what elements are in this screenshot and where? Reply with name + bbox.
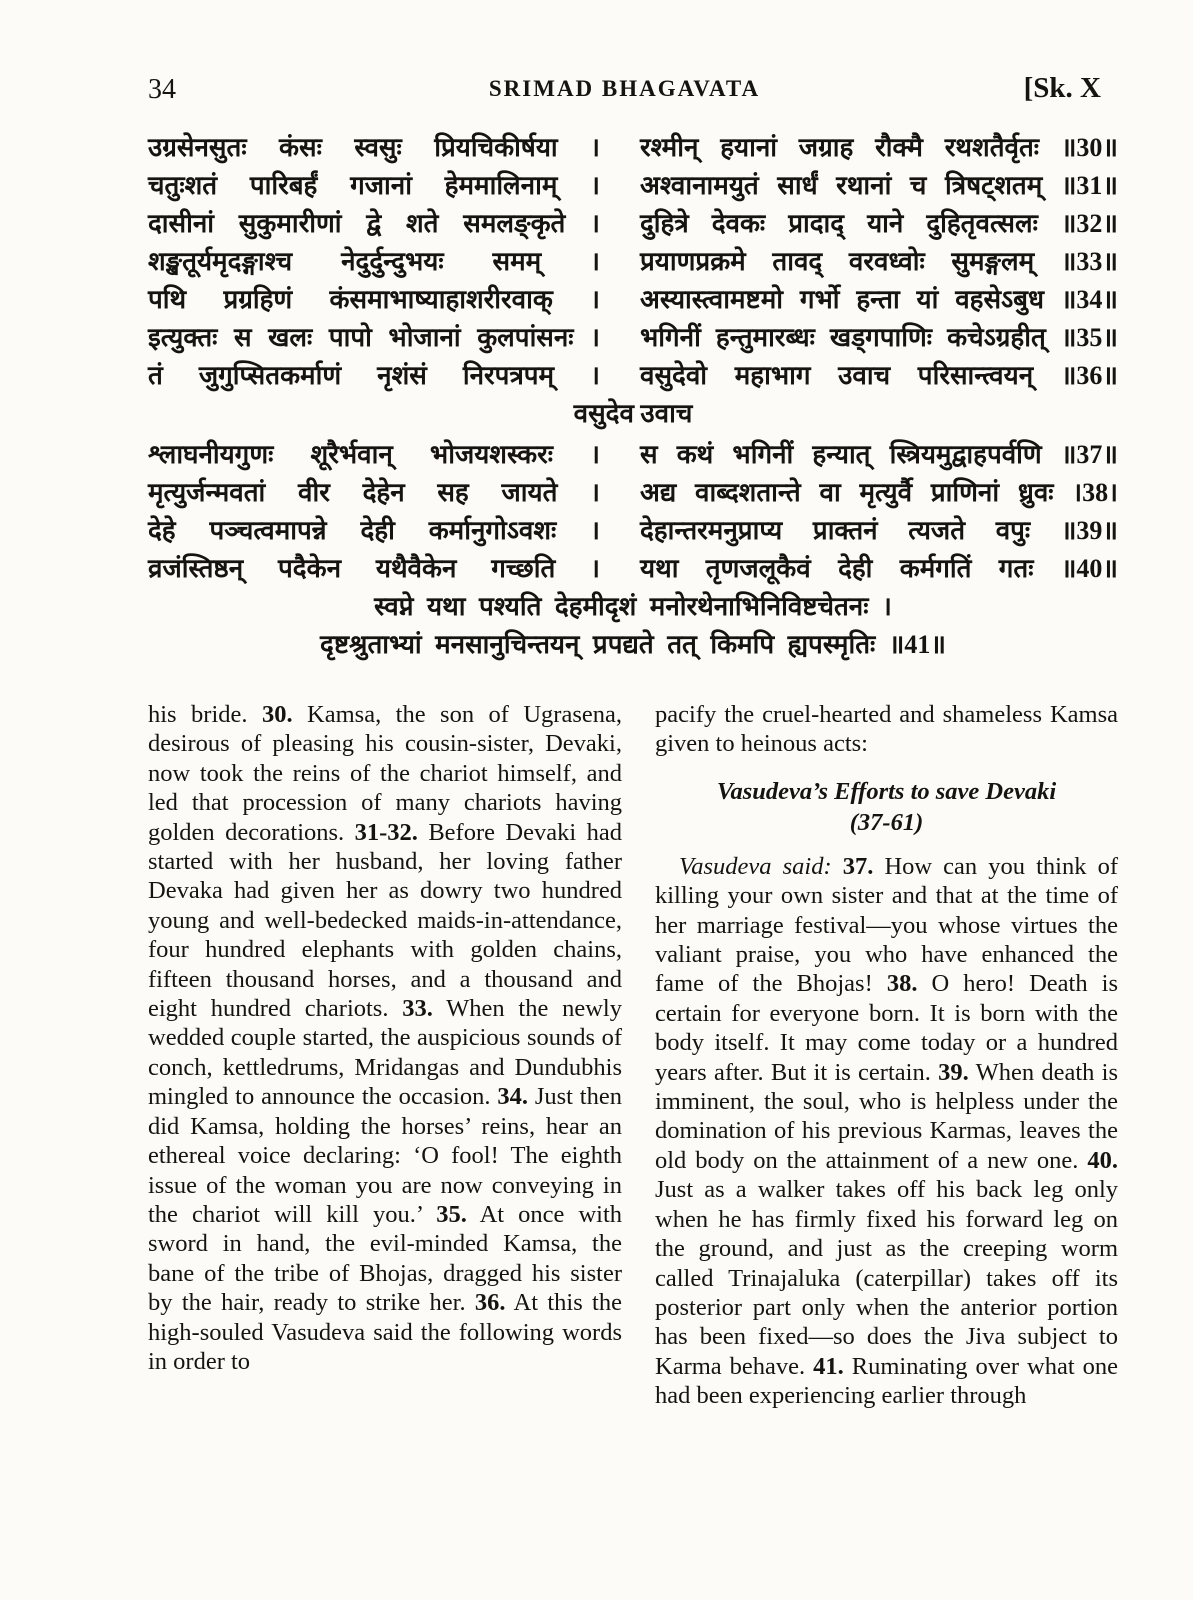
translation-paragraph-30-36	[148, 700, 622, 1376]
page-number: 34	[148, 74, 176, 105]
text-segment: At once with sword in hand, the evil-minded Kamsa, the bane of the tribe of Bhojas, dragged his sister by the hair, ready to strike her.	[148, 1200, 622, 1317]
text-segment: 37.	[842, 852, 874, 880]
translation-paragraph-intro: pacify the cruel-hearted and shameless Kamsa given to heinous acts:	[655, 701, 1118, 758]
text-segment: At this the high-souled Vasudeva said the following words in order to	[148, 1289, 622, 1375]
verse-half-left: शङ्खतूर्यमृदङ्गाश्च नेदुर्दुन्दुभयः समम् ।	[148, 247, 600, 276]
text-segment: When death is imminent, the soul, who is helpless under the domination of his previous Karmas, leaves the old body on the attainment of a new one.	[655, 1058, 1119, 1174]
text-segment: Kamsa, the son of Ugrasena, desirous of pleasing his cousin-sister, Devaki, now took the reins of the chariot himself, and led that procession of many chariots having golden decorations.	[148, 701, 623, 846]
text-segment: O hero! Death is certain for everyone born. It is born with the body itself. It may come today or a hundred years after. But it is certain.	[655, 970, 1118, 1086]
text-segment	[832, 853, 843, 880]
verse-half-left: दासीनां सुकुमारीणां द्वे शते समलङ्कृते ।	[148, 209, 600, 238]
verse-half-right: अश्वानामयुतं सार्धं रथानां च त्रिषट्शतम् ॥31॥	[640, 171, 1118, 200]
verse-half-left: देहे पञ्चत्वमापन्ने देही कर्मानुगोऽवशः ।	[148, 516, 600, 545]
section-heading-range: (37-61)	[849, 808, 924, 836]
text-segment: Ruminating over what one had been experiencing earlier through	[655, 1352, 1118, 1410]
sanskrit-verse-line	[148, 441, 1118, 468]
verse-half-left: तं जुगुप्सितकर्माणं नृशंसं निरपत्रपम् ।	[148, 361, 600, 390]
sanskrit-verse-line	[148, 248, 1118, 275]
translation-block	[148, 700, 1118, 1411]
text-segment: 34.	[497, 1083, 528, 1111]
text-segment: How can you think of killing your own sister and that at the time of her marriage festival—you whose virtues the valiant praise, you who have enhanced the fame of the Bhojas!	[655, 852, 1118, 998]
text-segment: 36.	[474, 1289, 506, 1317]
text-segment: his bride.	[148, 701, 262, 728]
verse-half-right: अद्य वाब्दशतान्ते वा मृत्युर्वै प्राणिनां ध्रुवः ।38।	[640, 478, 1118, 507]
verse-half-right: दुहित्रे देवकः प्रादाद् याने दुहितृवत्सलः ॥32॥	[640, 209, 1118, 238]
verse-41-line-2: दृष्टश्रुताभ्यां मनसानुचिन्तयन् प्रपद्यते तत् किमपि ह्यपस्मृतिः ॥41॥	[320, 630, 946, 659]
sanskrit-verse-line	[148, 517, 1118, 544]
text-segment: Just then did Kamsa, holding the horses’ reins, hear an ethereal voice declaring: ‘O fool! The eighth issue of the woman you are now conveying in the chariot will kill you.’	[148, 1083, 622, 1228]
translation-column-left	[148, 700, 622, 1411]
sanskrit-verse-line	[148, 286, 1118, 313]
translation-paragraph-37-41	[655, 852, 1118, 1411]
verse-half-right: वसुदेवो महाभाग उवाच परिसान्त्वयन् ॥36॥	[640, 361, 1118, 390]
verse-half-left: मृत्युर्जन्मवतां वीर देहेन सह जायते ।	[148, 478, 600, 507]
verse-half-right: यथा तृणजलूकैवं देही कर्मगतिं गतः ॥40॥	[640, 554, 1118, 583]
verse-half-right: देहान्तरमनुप्राप्य प्राक्तनं त्यजते वपुः ॥39॥	[640, 516, 1118, 545]
verse-half-left: श्लाघनीयगुणः शूरैर्भवान् भोजयशस्करः ।	[148, 440, 600, 469]
text-segment: Just as a walker takes off his back leg only when he has firmly fixed his forward leg on the ground, and just as the creeping worm called Trinajaluka (caterpillar) takes off its posterior part only when the anterior portion has been fixed—so does the Jiva subject to Karma behave.	[655, 1176, 1118, 1380]
skandha-label: [Sk. X	[1023, 72, 1101, 104]
sanskrit-verse-line	[148, 324, 1118, 351]
text-segment: 35.	[436, 1200, 467, 1228]
verse-half-right: अस्यास्त्वामष्टमो गर्भो हन्ता यां वहसेऽबुध ॥34॥	[640, 285, 1118, 314]
verse-half-right: स कथं भगिनीं हन्यात् स्त्रियमुद्वाहपर्वणि ॥37॥	[640, 440, 1118, 469]
running-header	[148, 72, 1101, 106]
sanskrit-verse-line	[148, 555, 1118, 582]
sanskrit-verse-line	[148, 172, 1118, 199]
text-segment: Vasudeva said:	[679, 852, 832, 880]
sanskrit-verse-line	[148, 210, 1118, 237]
sanskrit-verse-line	[148, 362, 1118, 389]
verses-30-36	[148, 134, 1118, 389]
verse-half-left: पथि प्रग्रहिणं कंसमाभाष्याहाशरीरवाक् ।	[148, 285, 600, 314]
section-heading: Vasudeva’s Efforts to save Devaki	[716, 777, 1057, 805]
book-title: SRIMAD BHAGAVATA	[488, 76, 761, 101]
text-segment: Before Devaki had started with her husband, her loving father Devaka had given her as dowry two hundred young and well-bedecked maids-in-attendance, four hundred elephants with golden chains, fifteen thousand horses, and a thousand and eight hundred chariots.	[148, 818, 622, 1023]
verse-half-left: इत्युक्तः स खलः पापो भोजानां कुलपांसनः ।	[148, 323, 600, 352]
verse-half-right: रश्मीन् हयानां जग्राह रौक्मै रथशतैर्वृतः ॥30॥	[640, 133, 1118, 162]
verses-37-40	[148, 441, 1118, 582]
verse-half-left: उग्रसेनसुतः कंसः स्वसुः प्रियचिकीर्षया ।	[148, 133, 600, 162]
verse-half-right: भगिनीं हन्तुमारब्धः खड्गपाणिः कचेऽग्रहीत् ॥35॥	[640, 323, 1118, 352]
sanskrit-verse-block	[148, 134, 1118, 669]
text-segment: 33.	[402, 995, 433, 1023]
text-segment: 38.	[886, 970, 918, 998]
text-segment: 31-32.	[354, 818, 418, 846]
sanskrit-verse-line	[148, 479, 1118, 506]
verse-half-left: व्रजंस्तिष्ठन् पदैकेन यथैवैकेन गच्छति ।	[148, 554, 600, 583]
verse-41-line-1: स्वप्ने यथा पश्यति देहमीदृशं मनोरथेनाभिनिविष्टचेतनः ।	[374, 592, 892, 621]
text-segment: 30.	[261, 701, 293, 728]
text-segment: When the newly wedded couple started, the auspicious sounds of conch, kettledrums, Mridangas and Dundubhis mingled to announce the occasion.	[148, 995, 622, 1111]
verse-half-left: चतुःशतं पारिबर्हं गजानां हेममालिनाम् ।	[148, 171, 600, 200]
text-segment: 41.	[813, 1352, 844, 1380]
speaker-line: वसुदेव उवाच	[573, 399, 693, 428]
translation-column-right	[655, 700, 1118, 1411]
verse-half-right: प्रयाणप्रक्रमे तावद् वरवध्वोः सुमङ्गलम् ॥33॥	[640, 247, 1118, 276]
text-segment: 39.	[938, 1058, 969, 1086]
text-segment: 40.	[1087, 1146, 1118, 1174]
sanskrit-verse-line	[148, 134, 1118, 161]
